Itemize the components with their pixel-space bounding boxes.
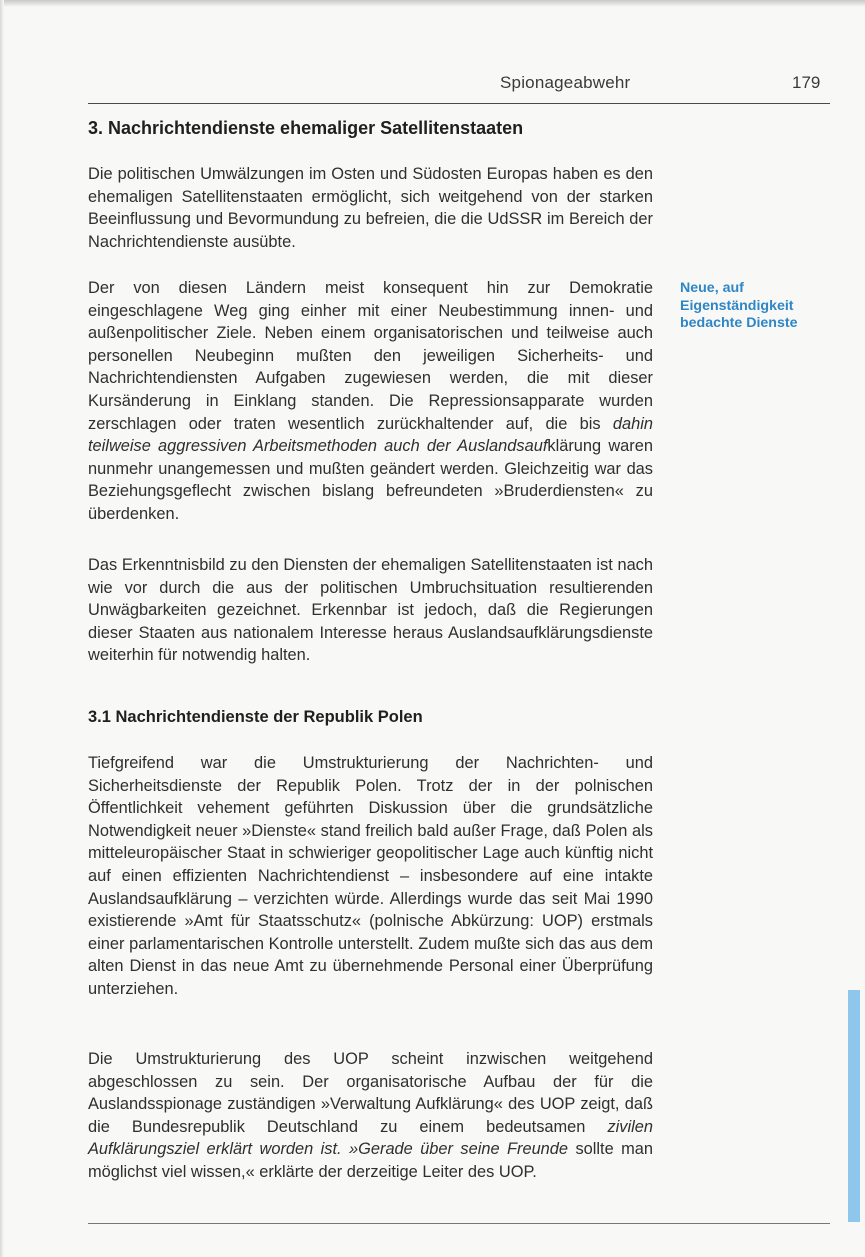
page-edge-tab [848,990,860,1222]
subsection-heading: 3.1 Nachrichtendienste der Republik Polen [88,708,423,726]
page-number: 179 [792,73,821,92]
paragraph-2-italic: dahin teilweise aggressiven Arbeitsmethoden auch der Auslandsauf [88,414,653,456]
section-paragraph-2 [88,277,653,526]
section-paragraph-3: Das Erkenntnisbild zu den Diensten der ehemaligen Satellitenstaaten ist nach wie vor durch die aus der politischen Umbruchsituation resultierenden Unwägbarkeiten gezeichnet. Erkennbar ist jedoch, daß die Regierungen dieser Staaten aus nationalem Interesse heraus Auslandsaufklärungsdienste weiterhin für notwendig halten. [88,556,653,665]
page-left-shadow [0,0,4,1257]
margin-note: Neue, auf Eigenständigkeit bedachte Dienste [680,280,798,331]
subsection-paragraph-2 [88,1048,653,1184]
page-top-shadow [0,0,865,7]
subsection-paragraph-2-text-a: Die Umstrukturierung des UOP scheint inzwischen weitgehend abgeschlossen zu sein. Der organisatorische Aufbau der für die Auslandsspionage zuständigen »Verwaltung Aufklärung« des UOP zeigt, daß die Bundesrepublik Deutschland zu einem bedeutsamen [88,1050,653,1136]
section-paragraph-1: Die politischen Umwälzungen im Osten und Südosten Europas haben es den ehemaligen Satellitenstaaten ermöglicht, sich weitgehend von der starken Beeinflussung und Bevormundung zu befreien, die die UdSSR im Bereich der Nachrichtendienste ausübte. [88,165,653,251]
subsection-paragraph-2-text-b: sollte man möglichst viel wissen,« erklärte der derzeitige Leiter des UOP. [88,1140,654,1181]
subsection-paragraph-1: Tiefgreifend war die Umstrukturierung der Nachrichten- und Sicherheitsdienste der Republik Polen. Trotz der in der polnischen Öffentlichkeit vehement geführten Diskussion über die grundsätzliche Notwendigkeit neuer »Dienste« stand freilich bald außer Frage, daß Polen als mitteleuropäischer Staat in schwieriger geopolitischer Lage auch künftig nicht auf einen effizienten Nachrichtendienst – insbesondere auf eine intakte Auslandsaufklärung – verzichten würde. Allerdings wurde das seit Mai 1990 existierende »Amt für Staatsschutz« (polnische Abkürzung: UOP) erstmals einer parlamentarischen Kontrolle unterstellt. Zudem mußte sich das aus dem alten Dienst in das neue Amt zu übernehmende Personal einer Überprüfung unterziehen. [88,754,653,998]
paragraph-2-text-b: klärung waren nunmehr unangemessen und mußten geändert werden. Gleichzeitig war das Beziehungsgeflecht zwischen bislang befreundeten »Bruderdiensten« zu überdenken. [88,437,653,523]
paragraph-2-text-a: Der von diesen Ländern meist konsequent hin zur Demokratie eingeschlagene Weg ging einher mit einer Neubestimmung innen- und außenpolitischer Ziele. Neben einem organisatorischen und teilweise auch personellen Neubeginn mußten den jeweiligen Sicherheits- und Nachrichtendiensten Aufgaben zugewiesen werden, die mit dieser Kursänderung in Einklang standen. Die Repressionsapparate wurden zerschlagen oder traten wesentlich zurückhaltender auf, die bis [88,279,653,433]
footer-rule [88,1223,830,1224]
running-title: Spionageabwehr [500,73,631,92]
header-rule [88,103,830,104]
section-heading: 3. Nachrichtendienste ehemaliger Satellitenstaaten [88,118,524,138]
subsection-paragraph-2-italic: zivilen Aufklärungsziel erklärt worden ist. »Gerade über seine Freunde [88,1117,653,1159]
